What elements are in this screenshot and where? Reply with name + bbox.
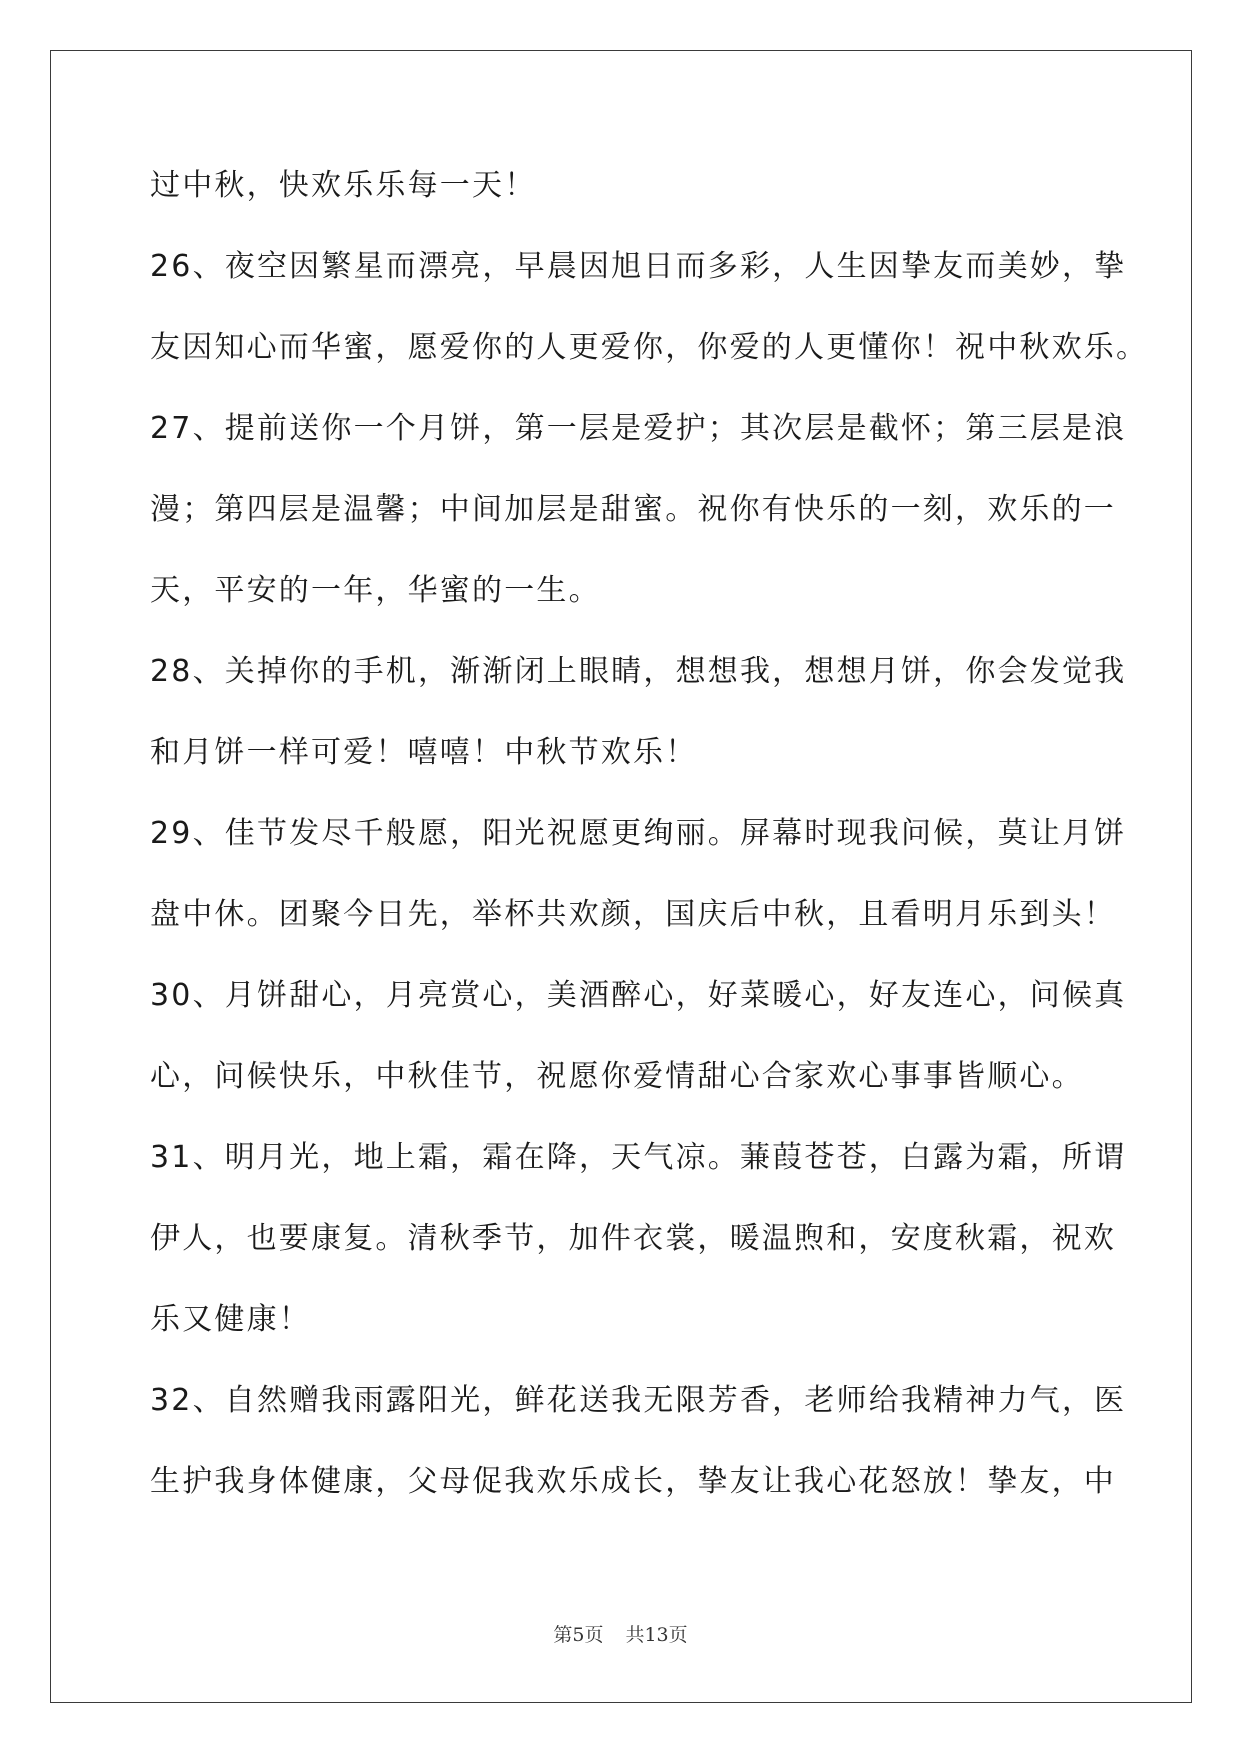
text-line: 漫；第四层是温馨；中间加层是甜蜜。祝你有快乐的一刻，欢乐的一 bbox=[150, 492, 1116, 527]
text-line: 32、自然赠我雨露阳光，鲜花送我无限芳香，老师给我精神力气，医 bbox=[150, 1383, 1127, 1418]
document-body bbox=[150, 162, 1149, 1539]
page-number-total: 共13页 bbox=[625, 1624, 688, 1646]
text-line: 心，问候快乐，中秋佳节，祝愿你爱情甜心合家欢心事事皆顺心。 bbox=[150, 1059, 1084, 1094]
page-footer bbox=[0, 1620, 1241, 1647]
text-line: 伊人，也要康复。清秋季节，加件衣裳，暖温煦和，安度秋霜，祝欢 bbox=[150, 1221, 1116, 1256]
text-line: 31、明月光，地上霜，霜在降，天气凉。蒹葭苍苍，白露为霜，所谓 bbox=[150, 1140, 1127, 1175]
text-line: 友因知心而华蜜，愿爱你的人更爱你，你爱的人更懂你！祝中秋欢乐。 bbox=[150, 330, 1149, 365]
text-line: 盘中休。团聚今日先，举杯共欢颜，国庆后中秋，且看明月乐到头！ bbox=[150, 897, 1116, 932]
text-line: 天，平安的一年，华蜜的一生。 bbox=[150, 573, 601, 608]
text-line: 30、月饼甜心，月亮赏心，美酒醉心，好菜暖心，好友连心，问候真 bbox=[150, 978, 1127, 1013]
text-line: 乐又健康！ bbox=[150, 1302, 311, 1337]
text-line: 26、夜空因繁星而漂亮，早晨因旭日而多彩，人生因挚友而美妙，挚 bbox=[150, 249, 1127, 284]
text-line: 过中秋，快欢乐乐每一天！ bbox=[150, 168, 537, 203]
text-line: 28、关掉你的手机，渐渐闭上眼睛，想想我，想想月饼，你会发觉我 bbox=[150, 654, 1127, 689]
text-line: 和月饼一样可爱！嘻嘻！中秋节欢乐！ bbox=[150, 735, 698, 770]
text-line: 生护我身体健康，父母促我欢乐成长，挚友让我心花怒放！挚友，中 bbox=[150, 1464, 1116, 1499]
text-line: 29、佳节发尽千般愿，阳光祝愿更绚丽。屏幕时现我问候，莫让月饼 bbox=[150, 816, 1127, 851]
page-number-current: 第5页 bbox=[553, 1624, 604, 1646]
text-line: 27、提前送你一个月饼，第一层是爱护；其次层是截怀；第三层是浪 bbox=[150, 411, 1127, 446]
